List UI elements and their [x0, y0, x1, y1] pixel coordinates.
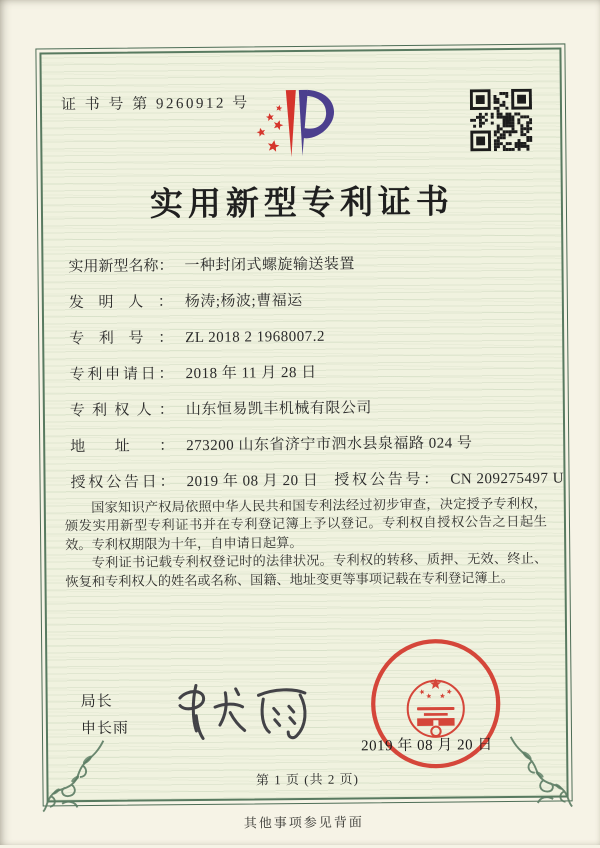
- legal-paragraph: 专利证书记载专利权登记时的法律状况。专利权的转移、质押、无效、终止、恢复和专利权人的姓名或名称、国籍、地址变更等事项记载在专利登记簿上。: [65, 550, 548, 589]
- director-signature: [167, 675, 310, 748]
- certificate-title: 实用新型专利证书: [149, 184, 455, 224]
- field-label: 专利权人：: [69, 402, 174, 420]
- field-row-name: [68, 245, 542, 286]
- field-label: 授权公告号：: [334, 471, 439, 489]
- director-block: [81, 689, 130, 743]
- seal-date: 2019 年 08 月 20 日: [361, 737, 493, 755]
- field-label: 专利号：: [69, 330, 174, 348]
- field-value: 273200 山东省济宁市泗水县泉福路 024 号: [186, 435, 473, 455]
- field-value: 2018 年 11 月 28 日: [185, 364, 317, 383]
- director-title: 局长: [80, 693, 113, 711]
- footer-note: 其他事项参见背面: [243, 814, 364, 831]
- qr-code: [470, 89, 533, 152]
- field-value: 2019 年 08 月 20 日: [186, 472, 319, 491]
- field-value: 杨涛;杨波;曹福运: [184, 292, 303, 311]
- legal-text: [65, 495, 548, 592]
- cnipa-patent-logo-icon: [246, 83, 341, 168]
- field-row-patent-number: [69, 317, 543, 358]
- field-list: [68, 245, 565, 502]
- field-value: 山东恒易凯丰机械有限公司: [185, 400, 372, 419]
- field-value: CN 209275497 U: [450, 470, 565, 488]
- certificate-border-frame: [35, 43, 572, 806]
- director-name: 申长雨: [80, 720, 130, 738]
- field-row-inventors: [69, 281, 543, 322]
- field-row-address: [70, 425, 544, 466]
- field-label: 发明人：: [68, 294, 173, 312]
- field-label: 授权公告日：: [70, 474, 175, 492]
- legal-paragraph: 国家知识产权局依照中华人民共和国专利法经过初步审查，决定授予专利权，颁发实用新型专利证书并在专利登记簿上予以登记。专利权自授权公告之日起生效。专利权期限为十年，自申请日起算。: [64, 495, 548, 553]
- field-label: 专利申请日：: [69, 366, 174, 384]
- field-value: ZL 2018 2 1968007.2: [185, 328, 326, 347]
- field-label: 实用新型名称：: [68, 258, 174, 276]
- page-indicator: 第 1 页 (共 2 页): [255, 771, 359, 788]
- field-row-patentee: [70, 389, 544, 430]
- field-value: 一种封闭式螺旋输送装置: [184, 256, 356, 275]
- field-row-filing-date: [69, 353, 543, 394]
- field-label: 地址：: [70, 438, 175, 456]
- certificate-number: 证 书 号 第 9260912 号: [60, 95, 250, 114]
